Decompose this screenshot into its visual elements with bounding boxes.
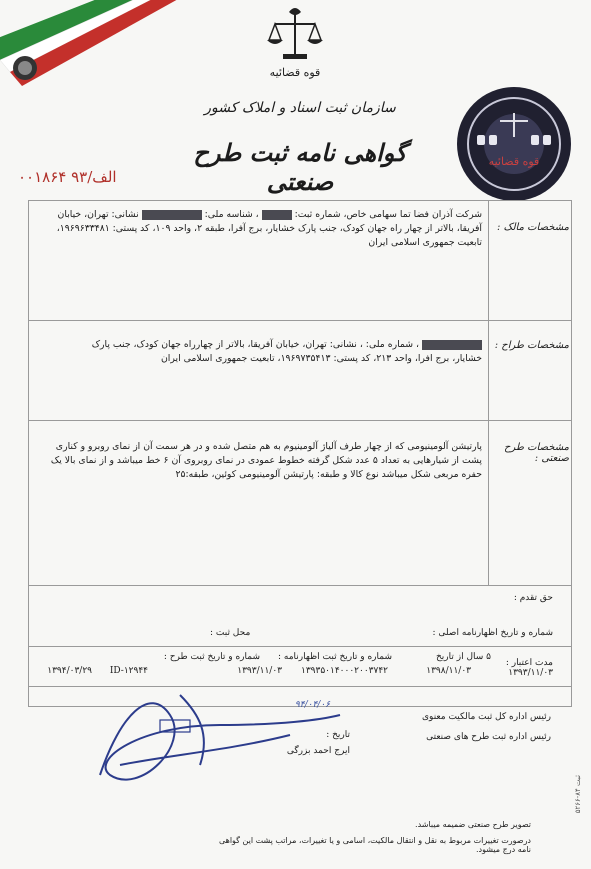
- designer-label: مشخصات طراح :: [494, 340, 569, 351]
- owner-line-2: آفریقا، بالاتر از چهار راه جهان کودک، جنب پارک خشایار، برج آفرا، طبقه ۲، واحد ۱۰۹، کد پستی: ۱۹۶۹۶۳۳۴۸۱،: [56, 223, 482, 234]
- declaration-date: ۱۳۹۳/۱۱/۰۳: [237, 666, 282, 676]
- vertical-code: ثبت ۸۴-۵۲۶۶: [574, 775, 582, 814]
- divider-designer: [28, 420, 572, 421]
- owner-details: [36, 208, 482, 250]
- designer-details: [36, 338, 482, 366]
- owner-label: مشخصات مالک :: [497, 222, 569, 233]
- judiciary-label: قوه قضائیه: [269, 66, 321, 79]
- note-attachment: تصویر طرح صنعتی ضمیمه میباشد.: [415, 820, 531, 829]
- designer-line-1: ، شماره ملی: ، نشانی: تهران، خیابان آفریقا، بالاتر از چهارراه جهان کودک، جنب پارک: [36, 338, 482, 352]
- divider-owner: [28, 320, 572, 321]
- registration-date: ۱۳۹۴/۰۳/۲۹: [47, 666, 92, 676]
- note-changes: درصورت تغییرات مربوط به نقل و انتقال مالکیت، اسامی و یا تغییرات، مراتب پشت این گواهی نامه درج میشود.: [218, 836, 531, 854]
- design-line-2: پشت از شیارهایی به تعداد ۵ عدد شکل گرفته خطوط عمودی در نمای روبروی آن ۶ خط میباشد و از نمای بالا یک: [50, 455, 482, 466]
- design-line-1: پارتیشن آلومینیومی که از چهار طرف آلیاژ آلومینیوم به هم متصل شده و در هر سمت آن از نمای روبرو و کناری: [55, 441, 482, 452]
- main-declaration-label: شماره و تاریخ اظهارنامه اصلی :: [432, 628, 553, 638]
- signatory-title-1: رئیس اداره کل ثبت مالکیت معنوی: [422, 712, 551, 722]
- validity-label: مدت اعتبار :: [505, 658, 553, 668]
- design-label: مشخصات طرح صنعتی :: [504, 442, 569, 464]
- declaration-label: شماره و تاریخ ثبت اظهارنامه :: [278, 652, 392, 662]
- redacted-block: [142, 210, 202, 220]
- judiciary-emblem-icon: [265, 6, 325, 64]
- signatory-name: ایرج احمد بزرگی: [286, 746, 350, 756]
- designer-line-2: خشایار، برج افرا، واحد ۲۱۳، کد پستی: ۱۹۶۹۷۳۵۴۱۳، تابعیت جمهوری اسلامی ایران: [160, 353, 482, 364]
- official-seal: [455, 85, 573, 203]
- iran-flag-ribbon: [0, 0, 180, 100]
- date-label: تاریخ :: [326, 730, 350, 740]
- handwritten-date: ۹۴/۰۴/۰۶: [294, 700, 330, 710]
- owner-line-3: تابعیت جمهوری اسلامی ایران: [368, 237, 482, 248]
- place-label: محل ثبت :: [210, 628, 251, 638]
- priority-label: حق تقدم :: [513, 593, 553, 603]
- owner-line-1: شرکت آذران فضا تما سهامی خاص، شماره ثبت: ، شناسه ملی: نشانی: تهران، خیابان: [57, 209, 482, 220]
- signatory-title-2: رئیس اداره ثبت طرح های صنعتی: [426, 732, 551, 742]
- validity-to: ۱۳۹۸/۱۱/۰۳: [426, 666, 471, 676]
- certificate-title: گواهی نامه ثبت طرح صنعتی: [193, 138, 407, 196]
- redacted-block: [422, 340, 482, 350]
- design-line-3: حفره مربعی شکل میباشد نوع کالا و طبقه: پارتیشن آلومینیومی کوئین، طبقه:۲۵: [175, 469, 482, 480]
- label-column-divider: [488, 200, 489, 585]
- seal-text: قوه قضائیه: [488, 155, 540, 168]
- registration-label: شماره و تاریخ ثبت طرح :: [163, 652, 260, 662]
- design-details: [36, 440, 482, 482]
- validity-value: ۵ سال از تاریخ: [435, 652, 491, 662]
- divider-design: [28, 585, 572, 586]
- validity-from: ۱۳۹۳/۱۱/۰۳: [508, 668, 553, 678]
- organization-name: سازمان ثبت اسناد و املاک کشور: [204, 100, 396, 116]
- redacted-block: [262, 210, 292, 220]
- serial-number: الف/۹۳ ۰۰۱۸۶۴: [18, 168, 117, 186]
- declaration-number: ۱۳۹۳۵۰۱۴۰۰۰۲۰۰۳۷۴۲: [300, 666, 388, 676]
- registration-number: ID-۱۲۹۴۴: [109, 666, 148, 676]
- signature: [80, 655, 350, 805]
- divider-priority: [28, 646, 572, 647]
